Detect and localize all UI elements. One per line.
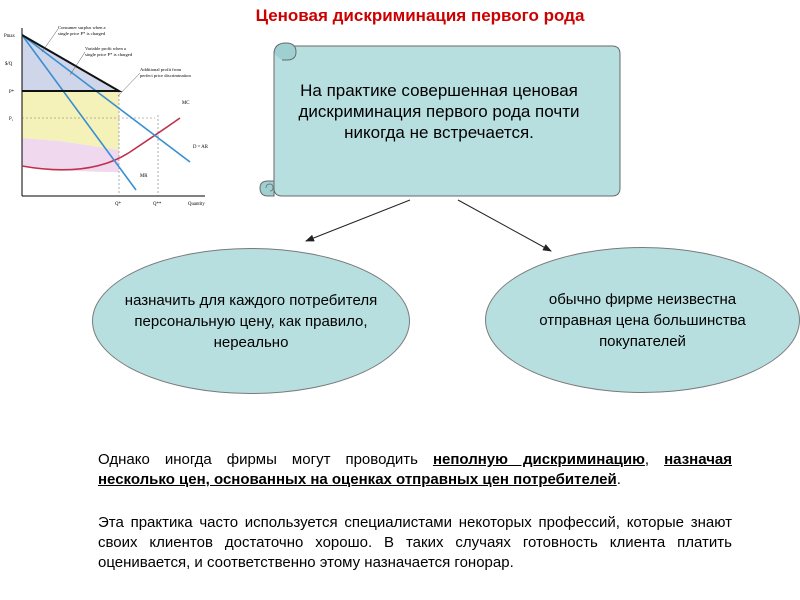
paragraph-text: , (644, 451, 665, 468)
y-label: $/Q (5, 62, 13, 67)
curve-label-mr: MR (140, 174, 148, 179)
annotation-text: Consumer surplus when a (58, 25, 106, 30)
paragraph-professionals: Эта практика часто используется специалистами некоторых профессий, которые знают своих клиентов достаточно хорошо. В таких случаях готовность клиента платить оценивается, и соответственно этому назначается гонорар. (98, 514, 732, 571)
annotation-text: Additional profit from (140, 67, 182, 72)
y-label: P* (9, 90, 15, 95)
paragraph-text: Однако иногда фирмы могут проводить (98, 451, 433, 468)
right-ellipse (485, 247, 800, 393)
left-ellipse (92, 248, 410, 394)
paragraph-text: . (616, 471, 621, 488)
curve-label-demand: D = AR (193, 145, 208, 150)
left-ellipse-text: назначить для каждого потребителя персональную цену, как правило, нереально (124, 291, 378, 351)
annotation-text: single price P* is charged (58, 31, 106, 36)
arrow-to-left-ellipse (306, 200, 410, 241)
emphasis-incomplete-discrimination: неполную дискриминацию (432, 451, 645, 468)
page-title: Ценовая дискриминация первого рода (255, 6, 585, 25)
y-label: Pmax (4, 34, 15, 39)
x-label: Q** (153, 202, 162, 207)
x-label: Q* (115, 202, 121, 207)
right-ellipse-text: обычно фирме неизвестна отправная цена большинства покупателей (539, 290, 746, 350)
paragraph-incomplete-discrimination (98, 450, 732, 490)
arrow-to-right-ellipse (458, 200, 551, 251)
annotation-text: single price P* is charged (85, 52, 133, 57)
x-label: Quantity (188, 202, 205, 207)
y-label: P₁ (9, 117, 14, 122)
scroll-text: На практике совершенная ценовая дискриминация первого рода почти никогда не встречается. (298, 81, 580, 142)
annotation-text: Variable profit when a (85, 46, 126, 51)
curve-label-mc: MC (182, 101, 190, 106)
emphasis-several-prices: назначая несколько цен, основанных на оценках отправных цен потребителей (98, 451, 732, 488)
annotation-text: perfect price discrimination (140, 73, 191, 78)
